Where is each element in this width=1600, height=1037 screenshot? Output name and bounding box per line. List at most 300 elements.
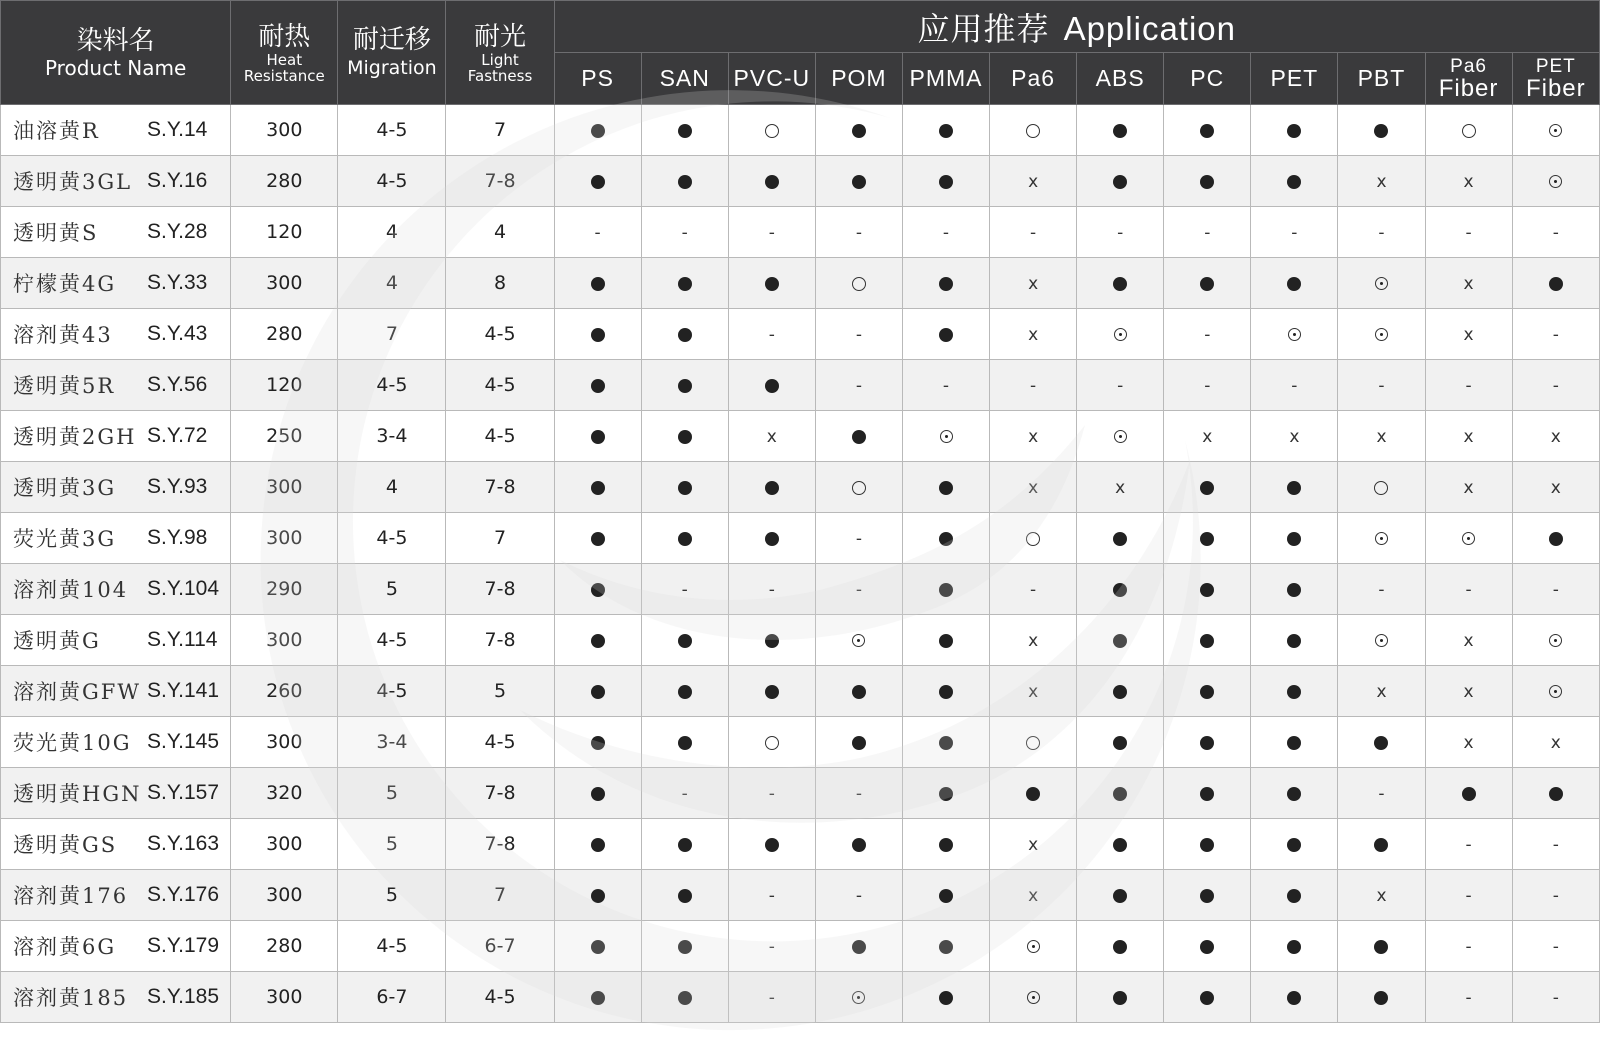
application-cell bbox=[902, 615, 989, 666]
full-circle-icon bbox=[1200, 175, 1214, 189]
product-name: 荧光黄10G bbox=[13, 731, 132, 755]
application-cell bbox=[1512, 666, 1599, 717]
dash-mark: - bbox=[1378, 580, 1385, 600]
application-cell bbox=[1077, 258, 1164, 309]
application-cell bbox=[990, 615, 1077, 666]
dotted-circle-icon bbox=[1375, 328, 1388, 341]
application-cell bbox=[1077, 921, 1164, 972]
application-cell bbox=[1251, 972, 1338, 1023]
full-circle-icon bbox=[591, 430, 605, 444]
full-circle-icon bbox=[1549, 277, 1563, 291]
dash-mark: - bbox=[1204, 325, 1211, 345]
dash-mark: - bbox=[1552, 376, 1559, 396]
application-cell bbox=[1077, 360, 1164, 411]
light-value: 4-5 bbox=[446, 411, 554, 462]
cross-mark: x bbox=[1028, 172, 1039, 192]
full-circle-icon bbox=[1374, 838, 1388, 852]
application-cell bbox=[902, 258, 989, 309]
application-cell bbox=[1164, 717, 1251, 768]
full-circle-icon bbox=[591, 481, 605, 495]
application-cell bbox=[554, 768, 641, 819]
migration-value: 5 bbox=[338, 819, 446, 870]
full-circle-icon bbox=[591, 736, 605, 750]
application-cell bbox=[1425, 921, 1512, 972]
application-cell bbox=[1338, 717, 1425, 768]
app-column-label-line1: Pa6 bbox=[1450, 56, 1487, 77]
light-value: 7-8 bbox=[446, 768, 554, 819]
full-circle-icon bbox=[1549, 787, 1563, 801]
product-code: S.Y.141 bbox=[147, 679, 220, 702]
heat-value: 250 bbox=[231, 411, 338, 462]
full-circle-icon bbox=[1200, 481, 1214, 495]
application-cell bbox=[554, 411, 641, 462]
application-cell bbox=[1425, 207, 1512, 258]
full-circle-icon bbox=[1200, 634, 1214, 648]
table-row bbox=[1, 768, 1600, 819]
product-name-cell bbox=[1, 666, 231, 717]
migration-value: 7 bbox=[338, 309, 446, 360]
application-cell bbox=[1164, 768, 1251, 819]
dash-mark: - bbox=[855, 529, 862, 549]
application-cell bbox=[990, 411, 1077, 462]
table-row bbox=[1, 105, 1600, 156]
dash-mark: - bbox=[1030, 223, 1037, 243]
full-circle-icon bbox=[939, 787, 953, 801]
cross-mark: x bbox=[1028, 478, 1039, 498]
product-name: 溶剂黄104 bbox=[13, 578, 129, 602]
full-circle-icon bbox=[678, 379, 692, 393]
table-row bbox=[1, 615, 1600, 666]
product-name-cell bbox=[1, 819, 231, 870]
full-circle-icon bbox=[1113, 889, 1127, 903]
cross-mark: x bbox=[1550, 427, 1561, 447]
app-column-header bbox=[1164, 53, 1251, 105]
application-cell bbox=[990, 309, 1077, 360]
product-name-cell bbox=[1, 870, 231, 921]
product-code: S.Y.104 bbox=[147, 577, 220, 600]
application-cell bbox=[641, 921, 728, 972]
application-cell bbox=[1512, 156, 1599, 207]
application-cell bbox=[1425, 411, 1512, 462]
application-cell bbox=[902, 819, 989, 870]
product-name: 透明黄GS bbox=[13, 833, 118, 857]
application-cell bbox=[815, 207, 902, 258]
full-circle-icon bbox=[1200, 736, 1214, 750]
application-cell bbox=[815, 462, 902, 513]
heat-value: 120 bbox=[231, 360, 338, 411]
application-cell bbox=[1425, 615, 1512, 666]
application-cell bbox=[1164, 513, 1251, 564]
application-cell bbox=[1251, 768, 1338, 819]
full-circle-icon bbox=[765, 532, 779, 546]
app-column-label: Pa6 bbox=[1011, 65, 1056, 91]
application-cell bbox=[902, 666, 989, 717]
full-circle-icon bbox=[1287, 838, 1301, 852]
migration-value: 6-7 bbox=[338, 972, 446, 1023]
application-cell bbox=[902, 972, 989, 1023]
app-column-label: PS bbox=[581, 65, 614, 91]
application-cell bbox=[1512, 768, 1599, 819]
application-cell bbox=[641, 972, 728, 1023]
dash-mark: - bbox=[1465, 835, 1472, 855]
migration-value: 4-5 bbox=[338, 615, 446, 666]
full-circle-icon bbox=[1374, 940, 1388, 954]
full-circle-icon bbox=[1200, 583, 1214, 597]
heat-value: 260 bbox=[231, 666, 338, 717]
full-circle-icon bbox=[1113, 583, 1127, 597]
cross-mark: x bbox=[1463, 427, 1474, 447]
heat-value: 280 bbox=[231, 309, 338, 360]
product-name-cell bbox=[1, 156, 231, 207]
application-cell bbox=[1077, 819, 1164, 870]
cross-mark: x bbox=[1028, 835, 1039, 855]
full-circle-icon bbox=[1287, 889, 1301, 903]
application-cell bbox=[728, 513, 815, 564]
application-cell bbox=[990, 513, 1077, 564]
migration-value: 3-4 bbox=[338, 411, 446, 462]
application-cell bbox=[1251, 819, 1338, 870]
migration-header-en: Migration bbox=[347, 56, 437, 79]
product-name-cell bbox=[1, 768, 231, 819]
dash-mark: - bbox=[768, 988, 775, 1008]
full-circle-icon bbox=[939, 940, 953, 954]
app-column-header bbox=[1338, 53, 1425, 105]
application-cell bbox=[902, 462, 989, 513]
cross-mark: x bbox=[1463, 325, 1474, 345]
full-circle-icon bbox=[765, 175, 779, 189]
migration-value: 5 bbox=[338, 564, 446, 615]
application-cell bbox=[1164, 360, 1251, 411]
cross-mark: x bbox=[1028, 682, 1039, 702]
application-cell bbox=[554, 819, 641, 870]
application-cell bbox=[641, 207, 728, 258]
application-cell bbox=[641, 411, 728, 462]
table-row bbox=[1, 564, 1600, 615]
app-column-header bbox=[554, 53, 641, 105]
application-cell bbox=[1338, 411, 1425, 462]
cross-mark: x bbox=[1028, 325, 1039, 345]
application-cell bbox=[1512, 870, 1599, 921]
dash-mark: - bbox=[681, 784, 688, 804]
empty-circle-icon bbox=[1026, 124, 1040, 138]
heat-value: 300 bbox=[231, 105, 338, 156]
application-cell bbox=[902, 513, 989, 564]
light-value: 7-8 bbox=[446, 819, 554, 870]
dash-mark: - bbox=[768, 784, 775, 804]
dash-mark: - bbox=[1465, 376, 1472, 396]
table-row bbox=[1, 207, 1600, 258]
product-code: S.Y.163 bbox=[147, 832, 220, 855]
product-code: S.Y.72 bbox=[147, 424, 208, 447]
migration-header bbox=[338, 1, 446, 105]
dotted-circle-icon bbox=[852, 634, 865, 647]
application-cell bbox=[1164, 921, 1251, 972]
application-cell bbox=[554, 666, 641, 717]
application-cell bbox=[1251, 513, 1338, 564]
app-column-label: PC bbox=[1190, 65, 1225, 91]
application-cell bbox=[1425, 462, 1512, 513]
application-cell bbox=[641, 258, 728, 309]
full-circle-icon bbox=[939, 634, 953, 648]
full-circle-icon bbox=[1113, 838, 1127, 852]
product-code: S.Y.93 bbox=[147, 475, 208, 498]
application-cell bbox=[1077, 462, 1164, 513]
application-cell bbox=[728, 360, 815, 411]
full-circle-icon bbox=[591, 124, 605, 138]
table-row bbox=[1, 309, 1600, 360]
full-circle-icon bbox=[1200, 787, 1214, 801]
dash-mark: - bbox=[1465, 988, 1472, 1008]
full-circle-icon bbox=[939, 532, 953, 546]
application-cell bbox=[641, 105, 728, 156]
heat-value: 300 bbox=[231, 615, 338, 666]
application-cell bbox=[990, 462, 1077, 513]
application-cell bbox=[1164, 462, 1251, 513]
full-circle-icon bbox=[1287, 940, 1301, 954]
full-circle-icon bbox=[765, 838, 779, 852]
dash-mark: - bbox=[1465, 886, 1472, 906]
migration-value: 5 bbox=[338, 870, 446, 921]
full-circle-icon bbox=[939, 175, 953, 189]
dotted-circle-icon bbox=[1114, 328, 1127, 341]
application-cell bbox=[1077, 105, 1164, 156]
app-column-label: PET bbox=[1270, 65, 1319, 91]
application-cell bbox=[1251, 462, 1338, 513]
full-circle-icon bbox=[765, 379, 779, 393]
application-cell bbox=[1425, 513, 1512, 564]
application-cell bbox=[1077, 513, 1164, 564]
cross-mark: x bbox=[1463, 274, 1474, 294]
application-cell bbox=[554, 462, 641, 513]
empty-circle-icon bbox=[1026, 532, 1040, 546]
full-circle-icon bbox=[1113, 124, 1127, 138]
full-circle-icon bbox=[678, 175, 692, 189]
full-circle-icon bbox=[591, 940, 605, 954]
dash-mark: - bbox=[1378, 784, 1385, 804]
full-circle-icon bbox=[678, 328, 692, 342]
cross-mark: x bbox=[1202, 427, 1213, 447]
full-circle-icon bbox=[1113, 940, 1127, 954]
application-cell bbox=[1251, 411, 1338, 462]
application-cell bbox=[1425, 717, 1512, 768]
full-circle-icon bbox=[1287, 277, 1301, 291]
application-cell bbox=[1425, 258, 1512, 309]
application-cell bbox=[728, 768, 815, 819]
product-name: 透明黄3GL bbox=[13, 170, 133, 194]
application-cell bbox=[1512, 105, 1599, 156]
full-circle-icon bbox=[852, 430, 866, 444]
dash-mark: - bbox=[768, 223, 775, 243]
dotted-circle-icon bbox=[1375, 532, 1388, 545]
application-header-cn: 应用推荐 bbox=[917, 9, 1050, 48]
application-cell bbox=[1164, 819, 1251, 870]
heat-value: 300 bbox=[231, 870, 338, 921]
application-cell bbox=[815, 768, 902, 819]
dash-mark: - bbox=[1378, 376, 1385, 396]
application-cell bbox=[1512, 564, 1599, 615]
product-name-header bbox=[1, 1, 231, 105]
application-cell bbox=[1077, 564, 1164, 615]
full-circle-icon bbox=[939, 328, 953, 342]
application-cell bbox=[728, 564, 815, 615]
application-cell bbox=[641, 717, 728, 768]
application-cell bbox=[902, 360, 989, 411]
migration-value: 4-5 bbox=[338, 513, 446, 564]
application-cell bbox=[1164, 309, 1251, 360]
product-name: 溶剂黄6G bbox=[13, 935, 117, 959]
dash-mark: - bbox=[1204, 223, 1211, 243]
dash-mark: - bbox=[1552, 835, 1559, 855]
empty-circle-icon bbox=[852, 277, 866, 291]
product-name-cell bbox=[1, 411, 231, 462]
product-name-cell bbox=[1, 717, 231, 768]
application-cell bbox=[1077, 972, 1164, 1023]
application-cell bbox=[1164, 615, 1251, 666]
full-circle-icon bbox=[591, 328, 605, 342]
full-circle-icon bbox=[1287, 787, 1301, 801]
application-cell bbox=[1251, 309, 1338, 360]
application-cell bbox=[1077, 666, 1164, 717]
cross-mark: x bbox=[1463, 631, 1474, 651]
application-cell bbox=[1164, 870, 1251, 921]
product-name-cell bbox=[1, 513, 231, 564]
application-cell bbox=[641, 360, 728, 411]
full-circle-icon bbox=[591, 991, 605, 1005]
heat-value: 120 bbox=[231, 207, 338, 258]
dotted-circle-icon bbox=[1027, 940, 1040, 953]
application-cell bbox=[1512, 921, 1599, 972]
application-cell bbox=[815, 717, 902, 768]
application-cell bbox=[1338, 105, 1425, 156]
application-cell bbox=[728, 615, 815, 666]
heat-value: 320 bbox=[231, 768, 338, 819]
application-cell bbox=[1425, 819, 1512, 870]
light-value: 7-8 bbox=[446, 156, 554, 207]
product-name: 柠檬黄4G bbox=[13, 272, 117, 296]
dash-mark: - bbox=[855, 886, 862, 906]
migration-value: 4-5 bbox=[338, 921, 446, 972]
application-cell bbox=[990, 870, 1077, 921]
application-cell bbox=[990, 666, 1077, 717]
empty-circle-icon bbox=[765, 124, 779, 138]
dash-mark: - bbox=[1552, 937, 1559, 957]
dotted-circle-icon bbox=[1375, 634, 1388, 647]
application-cell bbox=[902, 105, 989, 156]
full-circle-icon bbox=[1113, 991, 1127, 1005]
application-cell bbox=[554, 309, 641, 360]
dash-mark: - bbox=[855, 784, 862, 804]
full-circle-icon bbox=[591, 787, 605, 801]
application-cell bbox=[990, 258, 1077, 309]
table-row bbox=[1, 717, 1600, 768]
application-cell bbox=[902, 564, 989, 615]
application-cell bbox=[1425, 972, 1512, 1023]
full-circle-icon bbox=[591, 175, 605, 189]
application-cell bbox=[728, 258, 815, 309]
full-circle-icon bbox=[1287, 481, 1301, 495]
product-code: S.Y.114 bbox=[147, 628, 218, 651]
table-row bbox=[1, 513, 1600, 564]
application-cell bbox=[815, 360, 902, 411]
application-cell bbox=[641, 819, 728, 870]
cross-mark: x bbox=[1550, 478, 1561, 498]
migration-value: 4 bbox=[338, 207, 446, 258]
application-cell bbox=[1164, 666, 1251, 717]
application-cell bbox=[1251, 360, 1338, 411]
cross-mark: x bbox=[1463, 733, 1474, 753]
application-cell bbox=[1512, 819, 1599, 870]
dash-mark: - bbox=[1465, 580, 1472, 600]
full-circle-icon bbox=[678, 634, 692, 648]
application-cell bbox=[1338, 666, 1425, 717]
product-name: 透明黄2GH bbox=[13, 425, 137, 449]
dash-mark: - bbox=[1204, 376, 1211, 396]
app-column-header bbox=[1251, 53, 1338, 105]
dash-mark: - bbox=[1378, 223, 1385, 243]
product-name: 荧光黄3G bbox=[13, 527, 117, 551]
dash-mark: - bbox=[1291, 376, 1298, 396]
dash-mark: - bbox=[768, 886, 775, 906]
full-circle-icon bbox=[1287, 736, 1301, 750]
application-cell bbox=[1338, 972, 1425, 1023]
app-column-header bbox=[1425, 53, 1512, 105]
application-cell bbox=[902, 156, 989, 207]
app-column-header bbox=[728, 53, 815, 105]
dash-mark: - bbox=[768, 580, 775, 600]
full-circle-icon bbox=[1287, 175, 1301, 189]
full-circle-icon bbox=[939, 838, 953, 852]
cross-mark: x bbox=[1463, 682, 1474, 702]
dash-mark: - bbox=[768, 937, 775, 957]
product-code: S.Y.28 bbox=[147, 220, 208, 243]
application-cell bbox=[1338, 870, 1425, 921]
application-cell bbox=[990, 156, 1077, 207]
dash-mark: - bbox=[681, 223, 688, 243]
cross-mark: x bbox=[1550, 733, 1561, 753]
product-code: S.Y.157 bbox=[147, 781, 220, 804]
application-cell bbox=[554, 156, 641, 207]
full-circle-icon bbox=[939, 991, 953, 1005]
application-cell bbox=[554, 360, 641, 411]
cross-mark: x bbox=[1463, 172, 1474, 192]
application-cell bbox=[1251, 105, 1338, 156]
application-cell bbox=[1512, 309, 1599, 360]
application-cell bbox=[902, 411, 989, 462]
light-value: 4-5 bbox=[446, 360, 554, 411]
cross-mark: x bbox=[1376, 172, 1387, 192]
application-cell bbox=[554, 258, 641, 309]
application-cell bbox=[1338, 768, 1425, 819]
migration-header-cn: 耐迁移 bbox=[352, 24, 431, 55]
heat-value: 290 bbox=[231, 564, 338, 615]
application-cell bbox=[990, 564, 1077, 615]
dash-mark: - bbox=[681, 580, 688, 600]
full-circle-icon bbox=[678, 685, 692, 699]
full-circle-icon bbox=[678, 277, 692, 291]
dash-mark: - bbox=[1291, 223, 1298, 243]
heat-resistance-header bbox=[231, 1, 338, 105]
application-cell bbox=[902, 768, 989, 819]
application-cell bbox=[1164, 564, 1251, 615]
dash-mark: - bbox=[1117, 223, 1124, 243]
light-value: 8 bbox=[446, 258, 554, 309]
application-cell bbox=[1077, 615, 1164, 666]
app-column-header bbox=[815, 53, 902, 105]
application-cell bbox=[1164, 207, 1251, 258]
application-cell bbox=[815, 666, 902, 717]
table-row bbox=[1, 411, 1600, 462]
application-cell bbox=[902, 207, 989, 258]
